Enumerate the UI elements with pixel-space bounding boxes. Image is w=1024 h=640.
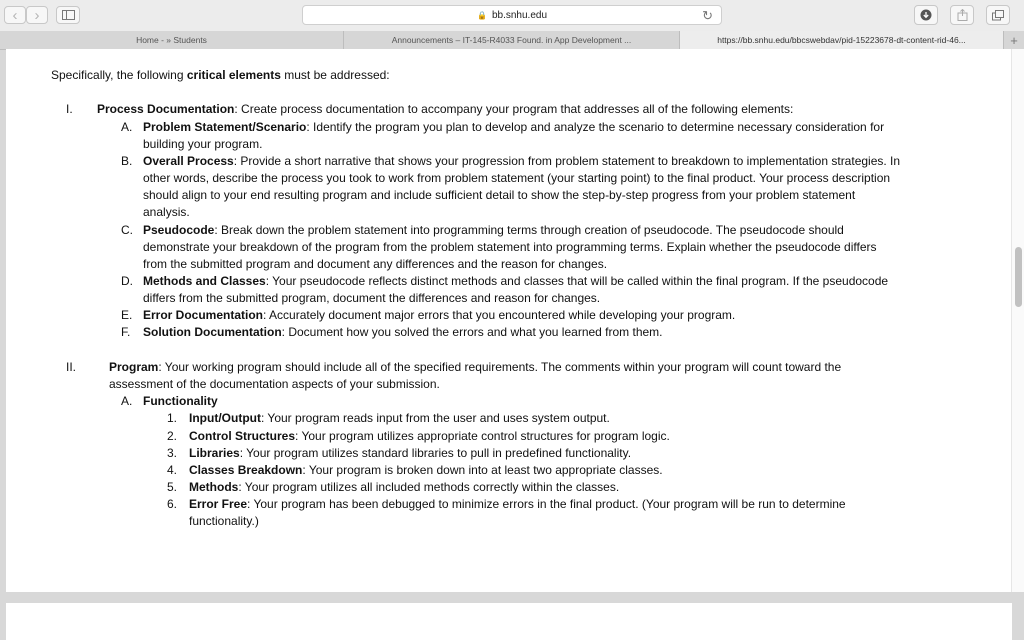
item-number: 5. [167, 480, 178, 494]
item-letter: F. [121, 325, 131, 339]
item-letter: D. [121, 274, 133, 288]
download-icon [920, 9, 932, 21]
list-item: Methods and Classes: Your pseudocode reflects distinct methods and classes that will be called within the final program. If the pseudocode [143, 274, 889, 288]
tab-announcements[interactable]: Announcements – IT-145-R4033 Found. in App Development ... [344, 31, 680, 49]
downloads-button[interactable] [914, 5, 938, 25]
share-button[interactable] [950, 5, 974, 25]
tab-document[interactable]: https://bb.snhu.edu/bbcswebdav/pid-15223678-dt-content-rid-46... [680, 31, 1004, 49]
item-number: 2. [167, 429, 178, 443]
numbered-item: Control Structures: Your program utilizes appropriate control structures for program logic. [189, 429, 670, 443]
item-letter: B. [121, 154, 133, 168]
list-item-continuation: differs from the submitted program, document the differences and reason for changes. [143, 291, 601, 305]
address-bar[interactable] [302, 5, 722, 25]
list-item-continuation: building your program. [143, 137, 263, 151]
page-separator [0, 592, 1024, 603]
item-number: 6. [167, 497, 178, 511]
tabs-overview-button[interactable] [986, 5, 1010, 25]
lock-icon: 🔒 [476, 10, 487, 20]
chevron-left-icon: ‹ [12, 6, 18, 24]
section-heading-continuation: assessment of the documentation aspects of your submission. [109, 377, 440, 391]
scrollbar-track[interactable] [1011, 49, 1024, 592]
item-letter: A. [121, 394, 133, 408]
list-item-continuation: from the submitted program and document any differences and the reason for changes. [143, 257, 608, 271]
next-page [6, 603, 1012, 640]
list-item: Pseudocode: Break down the problem statement into programming terms through creation of pseudocode. The pseudocode should [143, 223, 844, 237]
sidebar-icon [62, 10, 75, 20]
item-number: 1. [167, 411, 178, 425]
list-item: Solution Documentation: Document how you solved the errors and what you learned from them. [143, 325, 663, 339]
browser-toolbar [0, 0, 1024, 32]
section-heading: Program: Your working program should include all of the specified requirements. The comments within your program will count toward the [109, 360, 842, 374]
section-heading: Process Documentation: Create process documentation to accompany your program that addresses all of the following elements: [97, 102, 794, 116]
list-item: Overall Process: Provide a short narrative that shows your progression from problem statement to breakdown to implementation strategies. In [143, 154, 901, 168]
tabs-icon [992, 10, 1004, 21]
item-letter: C. [121, 223, 133, 237]
item-letter: E. [121, 308, 133, 322]
tab-bar [0, 31, 1024, 50]
list-item-continuation: analysis. [143, 205, 190, 219]
list-item: Error Documentation: Accurately document major errors that you encountered while developing your program. [143, 308, 736, 322]
numbered-item: Error Free: Your program has been debugged to minimize errors in the final product. (Your program will be run to determine [189, 497, 846, 511]
section-numeral: I. [66, 102, 73, 116]
item-number: 3. [167, 446, 178, 460]
intro-text: Specifically, the following critical elements must be addressed: [51, 68, 390, 82]
share-icon [957, 9, 968, 21]
numbered-item: Libraries: Your program utilizes standard libraries to pull in predefined functionality. [189, 446, 632, 460]
scrollbar-thumb[interactable] [1015, 247, 1022, 307]
plus-icon: + [1010, 32, 1018, 48]
tab-home[interactable]: Home - » Students [0, 31, 344, 49]
back-button[interactable] [4, 6, 26, 24]
chevron-right-icon: › [34, 6, 40, 24]
reload-icon[interactable]: ↻ [702, 8, 713, 23]
numbered-item-continuation: functionality.) [189, 514, 259, 528]
list-item-continuation: demonstrate your breakdown of the program from the problem statement into programming terms. Explain whether the pseudocode differs [143, 240, 877, 254]
item-number: 4. [167, 463, 178, 477]
forward-button[interactable] [26, 6, 48, 24]
list-item-continuation: should align to your end resulting program and include sufficient detail to show the step-by-step progress from your problem statement [143, 188, 856, 202]
address-host: bb.snhu.edu [491, 9, 548, 21]
item-letter: A. [121, 120, 133, 134]
numbered-item: Input/Output: Your program reads input from the user and uses system output. [189, 411, 610, 425]
new-tab-button[interactable] [1004, 31, 1024, 49]
subsection-title: Functionality [143, 394, 218, 408]
list-item: Problem Statement/Scenario: Identify the program you plan to develop and analyze the scenario to determine necessary consideration for [143, 120, 885, 134]
numbered-item: Methods: Your program utilizes all included methods correctly within the classes. [189, 480, 620, 494]
sidebar-button[interactable] [56, 6, 80, 24]
list-item-continuation: other words, describe the process you took to work from problem statement (your starting point) to the final product. Your process description [143, 171, 891, 185]
section-numeral: II. [66, 360, 77, 374]
numbered-item: Classes Breakdown: Your program is broken down into at least two appropriate classes. [189, 463, 663, 477]
